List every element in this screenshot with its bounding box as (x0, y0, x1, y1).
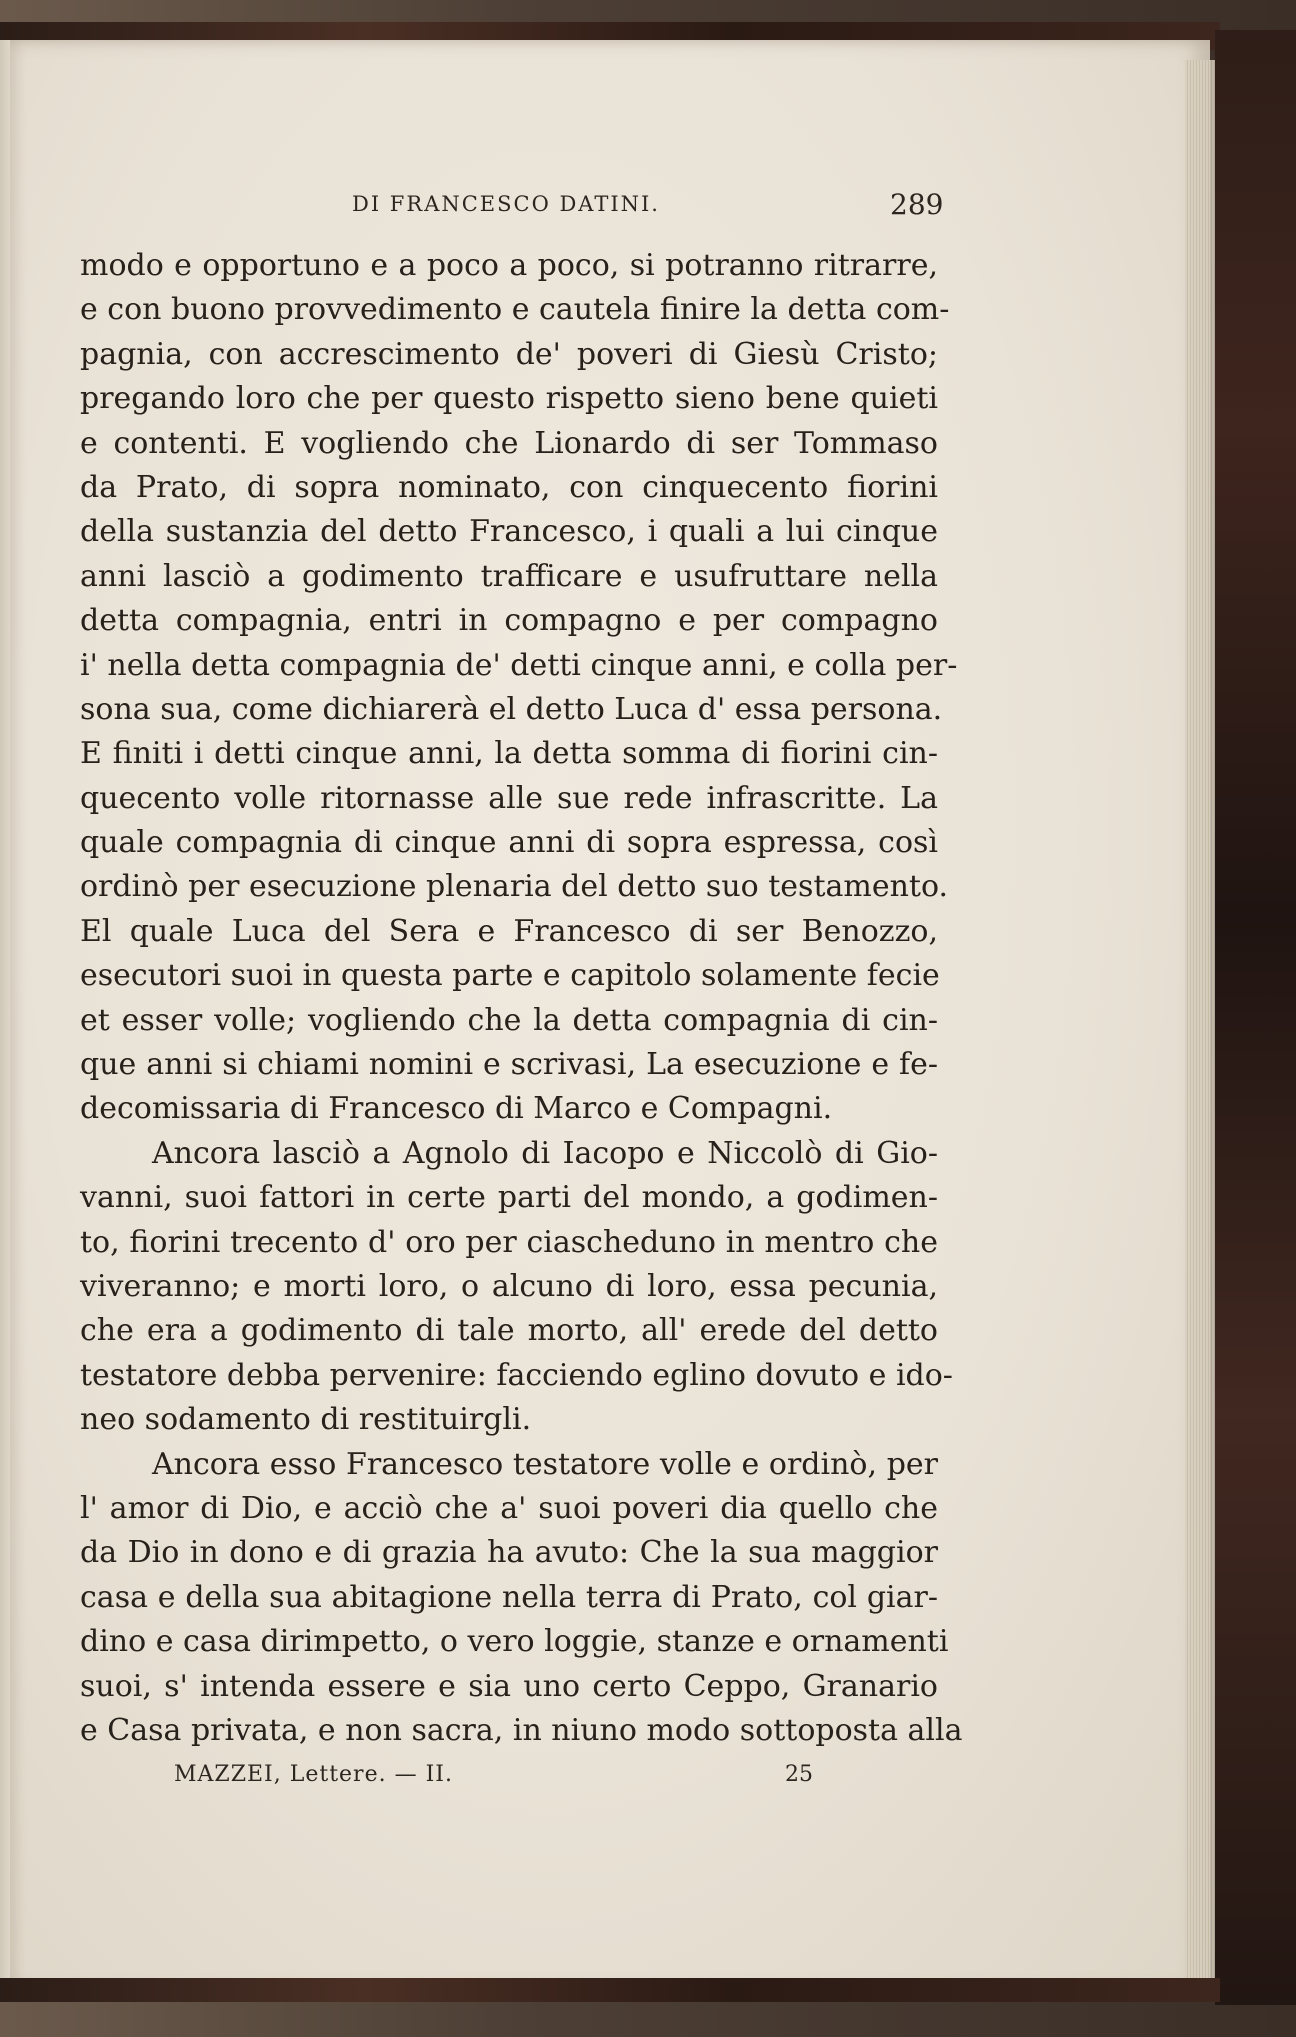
text-line: suoi, s' intenda essere e sia uno certo Ceppo, Granario (80, 1668, 938, 1704)
text-line: modo e opportuno e a poco a poco, si potranno ritrarre, (80, 248, 938, 283)
text-line: l' amor di Dio, e acciò che a' suoi poveri dia quello che (80, 1490, 938, 1526)
text-line: i' nella detta compagnia de' detti cinque anni, e colla per- (80, 647, 958, 683)
text-line: da Dio in dono e di grazia ha avuto: Che la sua maggior (80, 1535, 938, 1571)
text-line: pagnia, con accrescimento de' poveri di Giesù Cristo; (80, 336, 938, 372)
footer-sheet-number: 25 (785, 1762, 813, 1787)
text-line: dino e casa dirimpetto, o vero loggie, stanze e ornamenti (80, 1624, 949, 1660)
page-stack-edges (1185, 60, 1215, 1980)
text-line: che era a godimento di tale morto, all' erede del detto (80, 1313, 938, 1349)
text-line: quale compagnia di cinque anni di sopra espressa, così (80, 825, 938, 861)
text-line: decomissaria di Francesco di Marco e Compagni. (80, 1091, 833, 1127)
text-line: casa e della sua abitagione nella terra di Prato, col giar- (80, 1579, 938, 1615)
running-head (0, 188, 1296, 228)
text-line: e Casa privata, e non sacra, in niuno modo sottoposta alla (80, 1712, 963, 1748)
text-line: testatore debba pervenire: facciendo eglino dovuto e ido- (80, 1357, 953, 1393)
text-line: neo sodamento di restituirgli. (80, 1402, 532, 1438)
text-line: vanni, suoi fattori in certe parti del mondo, a godimen- (80, 1180, 938, 1216)
text-line: El quale Luca del Sera e Francesco di ser Benozzo, (80, 913, 938, 949)
text-line: Ancora lasciò a Agnolo di Iacopo e Niccolò di Gio- (152, 1135, 938, 1171)
page-number: 289 (890, 188, 944, 221)
text-line: e contenti. E vogliendo che Lionardo di ser Tommaso (80, 425, 938, 461)
text-line: ordinò per esecuzione plenaria del detto suo testamento. (80, 869, 949, 905)
text-line: esecutori suoi in questa parte e capitolo solamente fecie (80, 958, 940, 994)
book-cover-right (1215, 30, 1296, 2005)
text-line: E finiti i detti cinque anni, la detta somma di fiorini cin- (80, 736, 938, 772)
text-line: quecento volle ritornasse alle sue rede infrascritte. La (80, 780, 938, 816)
text-line: viveranno; e morti loro, o alcuno di loro, essa pecunia, (80, 1268, 938, 1304)
text-line: della sustanzia del detto Francesco, i quali a lui cinque (80, 514, 938, 550)
text-line: pregando loro che per questo rispetto sieno bene quieti (80, 381, 938, 417)
text-line: anni lasciò a godimento trafficare e usufruttare nella (80, 558, 938, 594)
running-title: DI FRANCESCO DATINI. (352, 192, 660, 216)
text-line: que anni si chiami nomini e scrivasi, La esecuzione e fe- (80, 1047, 938, 1083)
text-line: et esser volle; vogliendo che la detta compagnia di cin- (80, 1002, 938, 1038)
text-line: da Prato, di sopra nominato, con cinquecento fiorini (80, 469, 938, 505)
footer-signature: MAZZEI, Lettere. — II. (174, 1762, 453, 1787)
page-footer (0, 1762, 1296, 1802)
text-line: e con buono provvedimento e cautela finire la detta com- (80, 292, 950, 328)
book-binding-bottom (0, 1978, 1220, 2002)
text-line: to, fiorini trecento d' oro per ciascheduno in mentro che (80, 1224, 938, 1260)
body-text (80, 244, 963, 1753)
text-line: Ancora esso Francesco testatore volle e ordinò, per (152, 1446, 938, 1482)
paragraph (80, 1443, 963, 1754)
text-line: sona sua, come dichiarerà el detto Luca d' essa persona. (80, 691, 943, 727)
paragraph (80, 1132, 953, 1443)
paragraph (80, 244, 958, 1132)
text-line: detta compagnia, entri in compagno e per compagno (80, 603, 938, 639)
